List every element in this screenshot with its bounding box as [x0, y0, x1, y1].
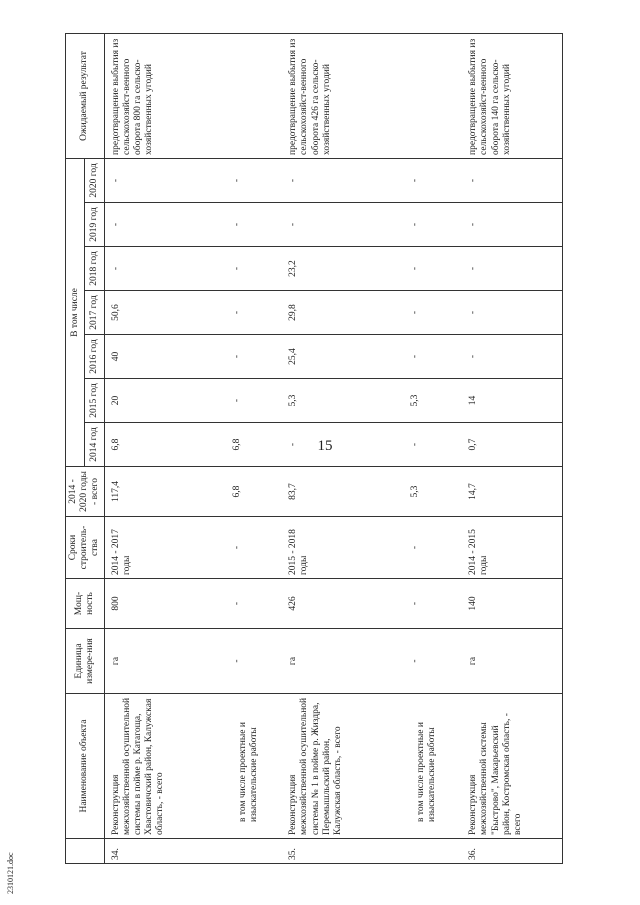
object-name: в том числе проектные и изыскательские работы: [404, 694, 462, 839]
result-cell: предотвращение выбытия из сельскохозяйст-венного оборота 140 га сельско-хозяйственных угодий: [462, 33, 562, 158]
object-name: Реконструкция межхозяйственной осушительной системы в пойме р. Катагоща, Хвастовичский район, Калужская область, - всего: [104, 694, 226, 839]
y2016-cell: 25,4: [282, 335, 404, 379]
term-cell: 2015 - 2018 годы: [282, 517, 404, 579]
unit-cell: га: [104, 629, 226, 694]
object-name: Реконструкция межхозяйственной осушительной системы № 1 в пойме р. Жиздра, Перемышльский район, Калужская область, - всего: [282, 694, 404, 839]
header-total: 2014 - 2020 годы - всего: [66, 467, 105, 517]
y2015-cell: 5,3: [282, 379, 404, 423]
capacity-cell: 800: [104, 579, 226, 629]
y2020-cell: -: [104, 158, 226, 202]
header-year-2016: 2016 год: [85, 335, 104, 379]
y2019-cell: -: [404, 203, 462, 247]
table-row: [226, 33, 282, 863]
rotated-table-container: [65, 34, 585, 864]
unit-cell: га: [282, 629, 404, 694]
y2020-cell: -: [282, 158, 404, 202]
y2018-cell: -: [462, 247, 562, 291]
y2016-cell: 40: [104, 335, 226, 379]
result-cell: [404, 33, 462, 158]
table-row: [282, 33, 404, 863]
y2015-cell: 5,3: [404, 379, 462, 423]
y2015-cell: -: [226, 379, 282, 423]
y2018-cell: -: [104, 247, 226, 291]
header-year-2014: 2014 год: [85, 423, 104, 467]
header-including: В том числе: [66, 158, 85, 466]
total-cell: 5,3: [404, 467, 462, 517]
row-number: 34.: [104, 839, 226, 864]
capacity-cell: 140: [462, 579, 562, 629]
header-term: Сроки строитель-ства: [66, 517, 105, 579]
header-result: Ожидаемый результат: [66, 33, 105, 158]
y2017-cell: -: [226, 291, 282, 335]
result-cell: предотвращение выбытия из сельскохозяйст-венного оборота 426 га сельско-хозяйственных угодий: [282, 33, 404, 158]
term-cell: 2014 - 2015 годы: [462, 517, 562, 579]
construction-table: [65, 33, 563, 864]
y2018-cell: 23,2: [282, 247, 404, 291]
header-name: Наименование объекта: [66, 694, 105, 839]
capacity-cell: -: [226, 579, 282, 629]
y2015-cell: 20: [104, 379, 226, 423]
y2016-cell: -: [462, 335, 562, 379]
table-row: [404, 33, 462, 863]
page-number: 15: [317, 438, 333, 454]
y2020-cell: -: [404, 158, 462, 202]
result-cell: предотвращение выбытия из сельскохозяйст-венного оборота 800 га сельско-хозяйственных угодий: [104, 33, 226, 158]
header-year-2020: 2020 год: [85, 158, 104, 202]
row-number: [404, 839, 462, 864]
y2017-cell: -: [404, 291, 462, 335]
table-row: [104, 33, 226, 863]
term-cell: -: [404, 517, 462, 579]
header-year-2019: 2019 год: [85, 203, 104, 247]
y2014-cell: -: [282, 423, 404, 467]
header-year-2018: 2018 год: [85, 247, 104, 291]
row-number: 36.: [462, 839, 562, 864]
total-cell: 14,7: [462, 467, 562, 517]
y2019-cell: -: [462, 203, 562, 247]
term-cell: -: [226, 517, 282, 579]
y2017-cell: 29,8: [282, 291, 404, 335]
footer-filename: 2310121.doc: [6, 852, 15, 894]
y2019-cell: -: [104, 203, 226, 247]
y2018-cell: -: [226, 247, 282, 291]
y2014-cell: 6,8: [104, 423, 226, 467]
row-number: [226, 839, 282, 864]
unit-cell: -: [404, 629, 462, 694]
capacity-cell: -: [404, 579, 462, 629]
header-year-2015: 2015 год: [85, 379, 104, 423]
y2017-cell: -: [462, 291, 562, 335]
object-name: Реконструкция межхозяйственной системы "Быстрово", Макарьевский район, Костромская область, - всего: [462, 694, 562, 839]
header-unit: Единица измере-ния: [66, 629, 105, 694]
y2014-cell: 0,7: [462, 423, 562, 467]
total-cell: 6,8: [226, 467, 282, 517]
total-cell: 117,4: [104, 467, 226, 517]
y2015-cell: 14: [462, 379, 562, 423]
object-name: в том числе проектные и изыскательские работы: [226, 694, 282, 839]
y2020-cell: -: [462, 158, 562, 202]
header-year-2017: 2017 год: [85, 291, 104, 335]
term-cell: 2014 - 2017 годы: [104, 517, 226, 579]
y2016-cell: -: [226, 335, 282, 379]
y2016-cell: -: [404, 335, 462, 379]
y2020-cell: -: [226, 158, 282, 202]
y2014-cell: 6,8: [226, 423, 282, 467]
result-cell: [226, 33, 282, 158]
y2017-cell: 50,6: [104, 291, 226, 335]
y2014-cell: -: [404, 423, 462, 467]
y2018-cell: -: [404, 247, 462, 291]
unit-cell: -: [226, 629, 282, 694]
capacity-cell: 426: [282, 579, 404, 629]
header-num: [66, 839, 105, 864]
table-row: [462, 33, 562, 863]
y2019-cell: -: [226, 203, 282, 247]
header-capacity: Мощ-ность: [66, 579, 105, 629]
row-number: 35.: [282, 839, 404, 864]
unit-cell: га: [462, 629, 562, 694]
total-cell: 83,7: [282, 467, 404, 517]
y2019-cell: -: [282, 203, 404, 247]
